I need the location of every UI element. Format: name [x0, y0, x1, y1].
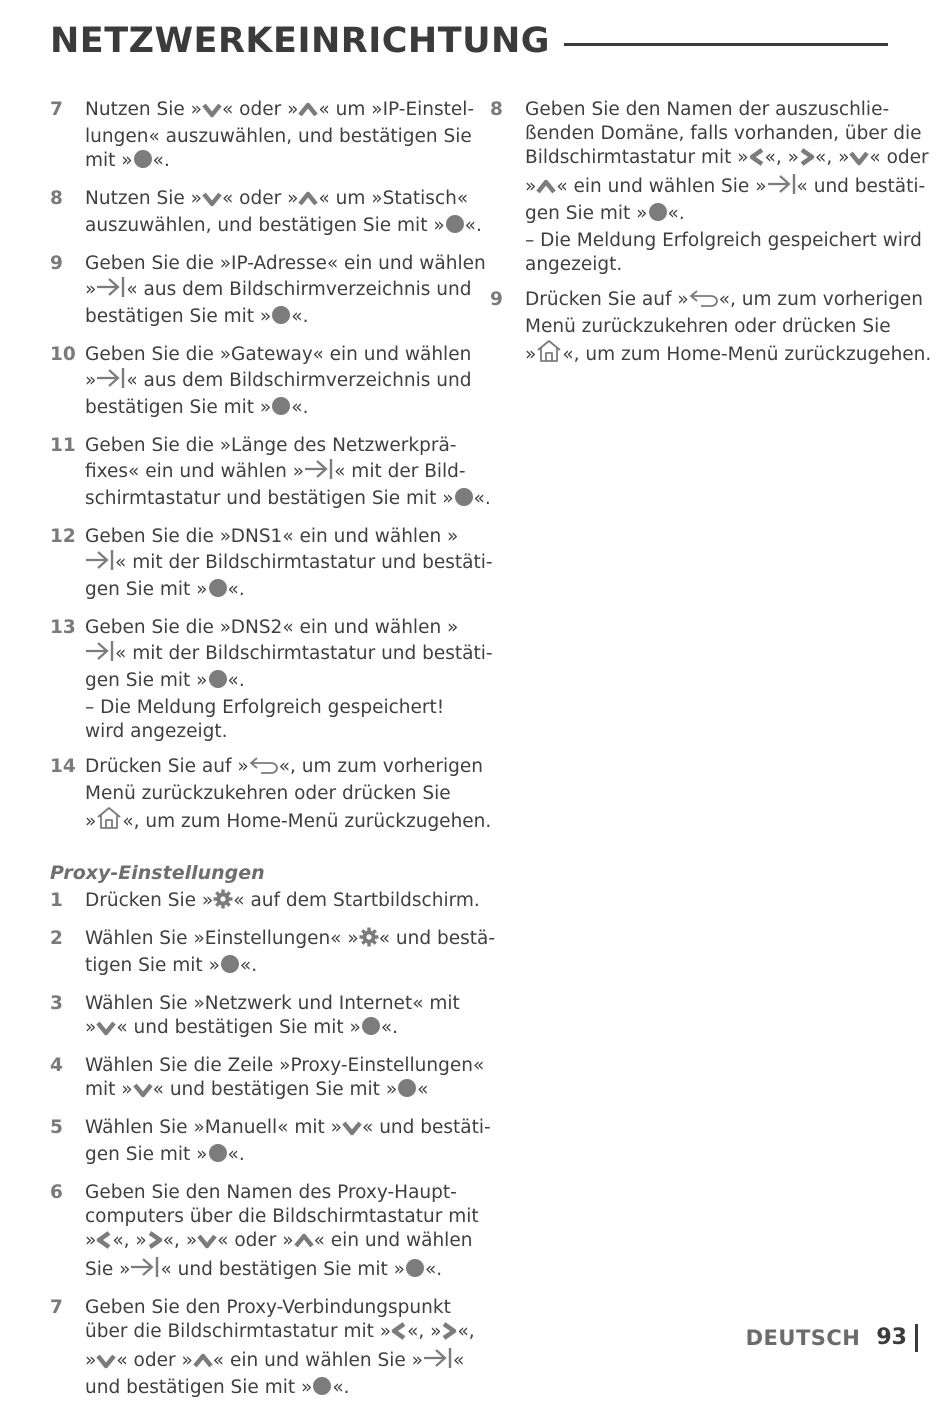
step-text-line: tigen Sie mit » «. — [85, 954, 495, 981]
network-steps-list — [50, 98, 493, 837]
tab-arrow-icon — [767, 173, 797, 202]
network-step-10 — [50, 343, 472, 423]
ok-button-icon — [220, 954, 240, 981]
down-arrow-icon — [849, 149, 869, 173]
step-text — [85, 343, 471, 423]
ok-button-icon — [271, 305, 291, 332]
step-text-line: Geben Sie den Namen des Proxy-Haupt- — [85, 1182, 457, 1203]
down-arrow-icon — [342, 1119, 362, 1143]
step-number: 14 — [50, 756, 76, 777]
up-arrow-icon — [298, 190, 318, 214]
proxy-step-5 — [50, 1116, 491, 1170]
proxy-step-6 — [50, 1181, 479, 1285]
step-text-line: Drücken Sie auf » «, um zum vorherigen — [85, 755, 491, 782]
ok-button-icon — [397, 1078, 417, 1105]
step-text-line: Geben Sie die »IP-Adresse« ein und wählen — [85, 253, 486, 274]
step-text-line: Drücken Sie » « auf dem Startbildschirm. — [85, 889, 480, 916]
step-number: 7 — [50, 1297, 63, 1318]
step-text — [85, 755, 491, 837]
step-number: 9 — [490, 289, 503, 310]
domain-step-9 — [490, 288, 932, 370]
step-text — [85, 187, 482, 241]
step-number: 1 — [50, 890, 63, 911]
step-text-line: » « oder » « ein und wählen Sie » « — [85, 1347, 475, 1376]
domain-step-8 — [490, 98, 929, 277]
step-text-line: » « ein und wählen Sie » « und bestäti- — [525, 173, 929, 202]
step-text-line: Wählen Sie die Zeile »Proxy-Einstellungen« — [85, 1055, 485, 1076]
ok-button-icon — [312, 1376, 332, 1403]
ok-button-icon — [405, 1258, 425, 1285]
step-text-line: schirmtastatur und bestätigen Sie mit » «. — [85, 487, 491, 514]
step-text-line: Geben Sie den Namen der auszuschlie- — [525, 99, 890, 120]
step-text-line: mit » « und bestätigen Sie mit » « — [85, 1078, 484, 1105]
step-number: 13 — [50, 617, 76, 638]
step-text-line: Wählen Sie »Netzwerk und Internet« mit — [85, 993, 460, 1014]
step-text-line: Menü zurückzukehren oder drücken Sie — [525, 316, 891, 337]
step-text — [85, 1116, 491, 1170]
step-number: 8 — [490, 99, 503, 120]
step-text — [85, 525, 493, 605]
network-step-9 — [50, 252, 486, 332]
step-text-line: ßenden Domäne, falls vorhanden, über die — [525, 123, 922, 144]
network-step-8 — [50, 187, 482, 241]
step-text-line: – Die Meldung Erfolgreich gespeichert wird — [525, 230, 922, 251]
back-icon — [249, 755, 279, 782]
step-text-line: Wählen Sie »Manuell« mit » « und bestäti- — [85, 1116, 491, 1143]
step-text-line: » «, um zum Home-Menü zurückzugehen. — [85, 806, 491, 837]
step-text — [85, 1181, 479, 1285]
step-text-line: angezeigt. — [525, 254, 623, 275]
step-number: 3 — [50, 993, 63, 1014]
tab-arrow-icon — [85, 640, 115, 669]
step-number: 12 — [50, 526, 76, 547]
step-text-line: Geben Sie den Proxy-Verbindungspunkt — [85, 1297, 451, 1318]
step-number: 4 — [50, 1055, 63, 1076]
up-arrow-icon — [298, 101, 318, 125]
page-number: 93 — [876, 1324, 918, 1352]
step-text-line: gen Sie mit » «. — [525, 202, 929, 229]
step-text-line: gen Sie mit » «. — [85, 578, 493, 605]
page-footer — [746, 1324, 918, 1352]
domain-steps-list — [490, 98, 932, 370]
proxy-step-3 — [50, 992, 460, 1043]
proxy-step-1 — [50, 889, 480, 916]
step-text-line: gen Sie mit » «. — [85, 669, 493, 696]
step-text — [525, 288, 931, 370]
tab-arrow-icon — [85, 549, 115, 578]
step-number: 11 — [50, 435, 76, 456]
step-text — [85, 1296, 475, 1403]
step-text-line: Geben Sie die »Länge des Netzwerkprä- — [85, 435, 457, 456]
proxy-steps-list — [50, 889, 496, 1403]
left-column — [50, 98, 496, 1414]
step-text-line: » « und bestätigen Sie mit » «. — [85, 1016, 460, 1043]
left-arrow-icon — [391, 1322, 407, 1347]
page-header — [50, 18, 888, 64]
step-text-line: über die Bildschirmtastatur mit » «, » «, — [85, 1320, 475, 1347]
step-text-line: » « aus dem Bildschirmverzeichnis und — [85, 276, 486, 305]
step-text-line: Nutzen Sie » « oder » « um »IP-Einstel- — [85, 98, 474, 125]
step-text-line: « mit der Bildschirmtastatur und bestäti- — [85, 640, 493, 669]
ok-button-icon — [271, 396, 291, 423]
step-text — [85, 98, 474, 176]
right-column — [490, 98, 932, 381]
left-arrow-icon — [96, 1231, 112, 1256]
proxy-step-4 — [50, 1054, 485, 1105]
step-text-line: Sie » « und bestätigen Sie mit » «. — [85, 1256, 479, 1285]
step-text-line: Bildschirmtastatur mit » «, » «, » « oder — [525, 146, 929, 173]
step-text-line: computers über die Bildschirmtastatur mit — [85, 1206, 479, 1227]
step-text-line: bestätigen Sie mit » «. — [85, 396, 471, 423]
proxy-step-2 — [50, 927, 496, 981]
step-number: 7 — [50, 99, 63, 120]
step-text-line: – Die Meldung Erfolgreich gespeichert! — [85, 697, 445, 718]
step-text-line: Geben Sie die »Gateway« ein und wählen — [85, 344, 472, 365]
ok-button-icon — [208, 669, 228, 696]
right-arrow-icon — [441, 1322, 457, 1347]
back-icon — [689, 288, 719, 315]
step-number: 10 — [50, 344, 76, 365]
tab-arrow-icon — [130, 1256, 160, 1285]
step-text-line: Drücken Sie auf » «, um zum vorherigen — [525, 288, 931, 315]
right-arrow-icon — [147, 1231, 163, 1256]
step-text — [85, 889, 480, 916]
step-text-line: » «, um zum Home-Menü zurückzugehen. — [525, 339, 931, 370]
step-text — [85, 616, 493, 744]
ok-button-icon — [445, 214, 465, 241]
settings-gear-icon — [213, 889, 233, 916]
settings-gear-icon — [359, 927, 379, 954]
step-text-line: » « aus dem Bildschirmverzeichnis und — [85, 367, 471, 396]
home-icon — [96, 806, 122, 837]
step-text — [525, 98, 929, 277]
step-text — [85, 992, 460, 1043]
left-arrow-icon — [749, 148, 765, 173]
step-text-line: lungen« auszuwählen, und bestätigen Sie — [85, 126, 472, 147]
step-text-line: fixes« ein und wählen » « mit der Bild- — [85, 458, 491, 487]
step-text — [85, 927, 495, 981]
section-title-proxy: Proxy-Einstellungen — [50, 862, 265, 884]
step-text — [85, 252, 486, 332]
header-rule — [564, 43, 888, 46]
step-text-line: und bestätigen Sie mit » «. — [85, 1376, 475, 1403]
down-arrow-icon — [202, 190, 222, 214]
step-text-line: » «, » «, » « oder » « ein und wählen — [85, 1229, 479, 1256]
step-text-line: Geben Sie die »DNS1« ein und wählen » — [85, 526, 459, 547]
down-arrow-icon — [96, 1019, 116, 1043]
ok-button-icon — [648, 202, 668, 229]
down-arrow-icon — [96, 1352, 116, 1376]
step-text-line: Nutzen Sie » « oder » « um »Statisch« — [85, 187, 482, 214]
step-number: 8 — [50, 188, 63, 209]
footer-language: DEUTSCH — [745, 1326, 861, 1350]
step-text-line: bestätigen Sie mit » «. — [85, 305, 486, 332]
step-text — [85, 434, 491, 514]
network-step-13 — [50, 616, 493, 744]
tab-arrow-icon — [96, 276, 126, 305]
ok-button-icon — [454, 487, 474, 514]
ok-button-icon — [361, 1016, 381, 1043]
ok-button-icon — [133, 149, 153, 176]
page-title: NETZWERKEINRICHTUNG — [50, 21, 551, 61]
right-arrow-icon — [799, 148, 815, 173]
step-text-line: mit » «. — [85, 149, 474, 176]
up-arrow-icon — [294, 1232, 314, 1256]
tab-arrow-icon — [304, 458, 334, 487]
step-text-line: Menü zurückzukehren oder drücken Sie — [85, 783, 451, 804]
ok-button-icon — [208, 1143, 228, 1170]
tab-arrow-icon — [423, 1347, 453, 1376]
step-number: 2 — [50, 928, 63, 949]
ok-button-icon — [208, 578, 228, 605]
step-number: 9 — [50, 253, 63, 274]
step-text — [85, 1054, 484, 1105]
step-number: 5 — [50, 1117, 63, 1138]
step-text-line: auszuwählen, und bestätigen Sie mit » «. — [85, 214, 482, 241]
network-step-11 — [50, 434, 491, 514]
tab-arrow-icon — [96, 367, 126, 396]
up-arrow-icon — [193, 1352, 213, 1376]
down-arrow-icon — [133, 1081, 153, 1105]
step-number: 6 — [50, 1182, 63, 1203]
network-step-14 — [50, 755, 492, 837]
proxy-step-7 — [50, 1296, 475, 1403]
down-arrow-icon — [197, 1232, 217, 1256]
step-text-line: Geben Sie die »DNS2« ein und wählen » — [85, 617, 459, 638]
up-arrow-icon — [536, 178, 556, 202]
step-text-line: wird angezeigt. — [85, 721, 228, 742]
network-step-12 — [50, 525, 493, 605]
step-text-line: gen Sie mit » «. — [85, 1143, 491, 1170]
down-arrow-icon — [202, 101, 222, 125]
home-icon — [536, 339, 562, 370]
step-text-line: « mit der Bildschirmtastatur und bestäti- — [85, 549, 493, 578]
step-text-line: Wählen Sie »Einstellungen« » « und bestä- — [85, 927, 495, 954]
network-step-7 — [50, 98, 475, 176]
